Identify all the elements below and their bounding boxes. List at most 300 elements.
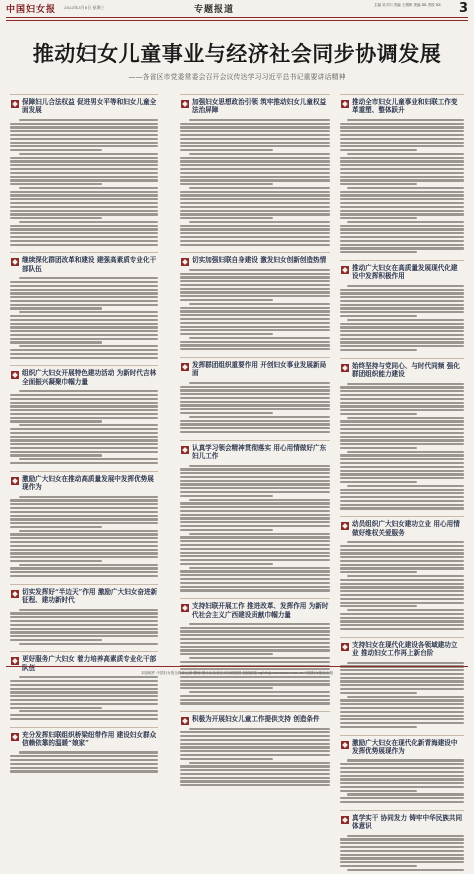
body-text-line: [10, 680, 158, 682]
body-text-line: [340, 549, 464, 551]
body-text-line: [189, 119, 330, 121]
body-text-line: [340, 402, 464, 404]
body-text-line: [10, 451, 158, 453]
body-text-line: [180, 160, 330, 162]
article-headline: [340, 810, 464, 834]
body-text-line: [340, 424, 464, 426]
body-text-line: [340, 454, 464, 456]
issue-date: 2023年3月8日 星期三: [64, 5, 105, 10]
body-text-line: [340, 715, 464, 717]
body-text-line: [180, 329, 330, 331]
body-text-line: [180, 773, 330, 775]
body-text-line: [340, 857, 464, 859]
body-text-line: [10, 172, 158, 174]
body-text-line: [340, 289, 464, 291]
article-body: [180, 268, 330, 354]
headline-marker-icon: [11, 590, 19, 598]
body-text-line: [340, 390, 464, 392]
body-text-line: [19, 390, 158, 392]
body-text-line: [180, 397, 330, 399]
body-text-line: [189, 465, 330, 467]
body-text-line: [180, 780, 330, 782]
body-text-line: [180, 525, 330, 527]
body-text-line: [347, 575, 464, 577]
body-text-line: [340, 176, 464, 178]
body-text-line: [10, 552, 158, 554]
body-text-line: [10, 292, 158, 294]
body-text-line: [340, 405, 464, 407]
body-text-line: [189, 416, 330, 418]
article-body: [180, 118, 330, 250]
body-text-line: [180, 743, 330, 745]
body-text-line: [180, 544, 330, 546]
body-text-line: [340, 865, 417, 867]
body-text-line: [180, 276, 330, 278]
body-text-line: [180, 506, 330, 508]
masthead: [6, 2, 468, 16]
body-text-line: [180, 393, 330, 395]
body-text-line: [340, 228, 464, 230]
body-text-line: [10, 413, 158, 415]
article-headline-text: 组织广大妇女开展特色建功活动 为新时代吉林全面振兴凝聚巾帼力量: [22, 369, 157, 386]
body-text-line: [340, 225, 464, 227]
body-text-line: [180, 228, 330, 230]
body-text-line: [180, 480, 330, 482]
article-headline-text: 充分发挥妇联组织桥梁纽带作用 建设妇女群众信赖依靠的温暖“娘家”: [22, 730, 157, 748]
body-text-line: [340, 624, 464, 626]
body-text-line: [19, 609, 158, 611]
body-text-line: [340, 338, 464, 340]
body-text-line: [340, 179, 464, 181]
article: [340, 735, 464, 807]
body-text-line: [180, 683, 330, 685]
body-text-line: [189, 533, 330, 535]
body-text-line: [180, 314, 330, 316]
body-text-line: [347, 793, 464, 795]
body-text-line: [340, 458, 464, 460]
body-text-line: [10, 417, 158, 419]
body-text-line: [340, 398, 464, 400]
body-text-line: [10, 639, 102, 641]
article-headline-text: 保障妇儿合法权益 促进男女平等和妇女儿童全面发展: [22, 98, 157, 115]
article-headline: [180, 711, 330, 726]
body-text-line: [180, 784, 330, 786]
body-text-line: [189, 303, 330, 305]
body-text-line: [340, 846, 464, 848]
body-text-line: [10, 145, 158, 147]
body-text-line: [19, 424, 158, 426]
body-text-line: [340, 613, 464, 615]
body-text-line: [180, 341, 330, 343]
body-text-line: [340, 718, 464, 720]
body-text-line: [340, 786, 464, 788]
body-text-line: [10, 699, 158, 701]
body-text-line: [10, 394, 158, 396]
body-text-line: [10, 691, 158, 693]
body-text-line: [340, 782, 464, 784]
article-headline: [10, 471, 158, 495]
body-text-line: [10, 714, 158, 716]
body-text-line: [347, 835, 464, 837]
article-headline: [340, 358, 464, 382]
body-text-line: [180, 746, 330, 748]
body-text-line: [340, 345, 464, 347]
article-body: [10, 389, 158, 468]
body-text-line: [10, 560, 102, 562]
body-text-line: [180, 431, 330, 433]
article-body: [340, 540, 464, 634]
headline-marker-icon: [11, 258, 19, 266]
article: [10, 471, 158, 581]
headline-marker-icon: [341, 364, 349, 372]
page-footer: 本版稿件 中国妇女报全媒体记者 整理 图片由各省区市妇联提供 投稿邮箱 zgfnb@cnwomen.com.cn 中国妇女报社出版: [140, 671, 334, 675]
body-text-line: [180, 476, 330, 478]
body-text-line: [10, 405, 158, 407]
body-text-line: [340, 307, 464, 309]
body-text-line: [180, 661, 330, 663]
article: [180, 94, 330, 249]
body-text-line: [10, 703, 158, 705]
body-text-line: [10, 138, 158, 140]
body-text-line: [10, 420, 102, 422]
body-text-line: [180, 206, 330, 208]
body-text-line: [10, 549, 158, 551]
headline-marker-icon: [11, 733, 19, 741]
body-text-line: [340, 684, 464, 686]
body-text-line: [340, 854, 464, 856]
body-text-line: [180, 702, 330, 704]
body-text-line: [10, 707, 102, 709]
body-text-line: [340, 775, 464, 777]
body-text-line: [340, 722, 464, 724]
body-text-line: [347, 541, 464, 543]
body-text-line: [340, 628, 464, 630]
body-text-line: [10, 628, 158, 630]
body-text-line: [180, 487, 330, 489]
body-text-line: [340, 492, 464, 494]
body-text-line: [180, 646, 330, 648]
body-text-line: [180, 244, 330, 246]
body-text-line: [340, 206, 464, 208]
body-text-line: [180, 288, 330, 290]
body-text-line: [10, 194, 158, 196]
article: [340, 810, 464, 874]
body-text-line: [10, 462, 158, 464]
body-text-line: [180, 284, 330, 286]
body-text-line: [10, 755, 158, 757]
body-text-line: [340, 564, 464, 566]
article-body: [340, 758, 464, 806]
body-text-line: [340, 571, 417, 573]
body-text-line: [340, 341, 464, 343]
body-text-line: [10, 447, 158, 449]
body-text-line: [340, 160, 464, 162]
article: [340, 260, 464, 355]
body-text-line: [180, 653, 273, 655]
body-text-line: [10, 767, 158, 769]
body-text-line: [340, 439, 464, 441]
article-headline-text: 激励广大妇女在推动高质量发展中发挥优势展现作为: [22, 474, 154, 492]
body-text-line: [10, 334, 158, 336]
body-text-line: [10, 244, 158, 246]
body-text-line: [180, 735, 330, 737]
body-text-line: [180, 310, 330, 312]
body-text-line: [180, 427, 330, 429]
body-text-line: [10, 499, 158, 501]
body-text-line: [340, 443, 464, 445]
body-text-line: [10, 149, 102, 151]
body-text-line: [340, 149, 417, 151]
body-text-line: [340, 790, 417, 792]
article-body: [340, 118, 464, 257]
body-text-line: [340, 771, 464, 773]
body-text-line: [180, 126, 330, 128]
body-text-line: [340, 217, 417, 219]
body-text-line: [180, 179, 330, 181]
body-text-line: [347, 696, 464, 698]
body-text-line: [10, 183, 102, 185]
body-text-line: [180, 408, 330, 410]
body-text-line: [10, 228, 158, 230]
body-text-line: [340, 145, 464, 147]
body-text-line: [180, 510, 330, 512]
body-text-line: [340, 296, 464, 298]
body-text-line: [19, 564, 158, 566]
body-text-line: [19, 153, 158, 155]
body-text-line: [180, 676, 330, 678]
body-text-line: [180, 213, 330, 215]
body-text-line: [19, 221, 158, 223]
body-text-line: [10, 202, 158, 204]
body-text-line: [340, 183, 417, 185]
body-text-line: [340, 191, 464, 193]
body-text-line: [340, 323, 464, 325]
article-headline-text: 切实加强妇联自身建设 激发妇女创新创造热情: [192, 256, 327, 265]
body-text-line: [180, 318, 330, 320]
body-text-line: [10, 443, 158, 445]
body-text-line: [180, 217, 273, 219]
body-text-line: [340, 142, 464, 144]
body-text-line: [340, 172, 464, 174]
body-text-line: [340, 594, 464, 596]
article-body: [340, 284, 464, 355]
body-text-line: [10, 620, 158, 622]
body-text-line: [180, 491, 330, 493]
body-text-line: [340, 473, 464, 475]
body-text-line: [180, 638, 330, 640]
body-text-line: [19, 710, 158, 712]
body-text-line: [10, 168, 158, 170]
article: [10, 651, 158, 723]
body-text-line: [340, 477, 464, 479]
body-text-line: [180, 514, 330, 516]
body-text-line: [180, 642, 330, 644]
body-text-line: [10, 507, 158, 509]
top-rule-thin: [6, 20, 468, 21]
body-text-line: [340, 489, 464, 491]
body-text-line: [340, 500, 464, 502]
body-text-line: [180, 649, 330, 651]
body-text-line: [340, 545, 464, 547]
body-text-line: [10, 631, 158, 633]
headline-marker-icon: [11, 657, 19, 665]
body-text-line: [340, 130, 464, 132]
body-text-line: [340, 707, 464, 709]
article-headline-text: 始终坚持与党同心、与时代同频 强化群团组织能力建设: [352, 361, 460, 379]
body-text-line: [340, 202, 464, 204]
body-text-line: [347, 187, 464, 189]
body-text-line: [10, 285, 158, 287]
body-text-line: [340, 677, 464, 679]
body-text-line: [10, 763, 158, 765]
body-text-line: [180, 280, 330, 282]
body-text-line: [10, 289, 158, 291]
body-text-line: [340, 620, 464, 622]
body-text-line: [10, 409, 158, 411]
body-text-line: [10, 503, 158, 505]
body-text-line: [340, 232, 464, 234]
newspaper-brand: 中国妇女报: [6, 5, 57, 15]
article: [10, 94, 158, 249]
body-text-line: [180, 348, 330, 350]
article-headline: [340, 516, 464, 540]
body-text-line: [340, 861, 464, 863]
body-text-line: [340, 213, 464, 215]
body-text-line: [10, 688, 158, 690]
body-text-line: [180, 758, 273, 760]
body-text-line: [180, 529, 273, 531]
article: [340, 516, 464, 634]
body-text-line: [347, 319, 464, 321]
headline-marker-icon: [341, 643, 349, 651]
body-text-line: [10, 232, 158, 234]
body-text-line: [180, 322, 330, 324]
body-text-line: [340, 507, 464, 509]
article-body: [340, 382, 464, 514]
body-text-line: [340, 432, 464, 434]
body-text-line: [19, 345, 158, 347]
body-text-line: [180, 389, 330, 391]
body-text-line: [180, 172, 330, 174]
body-text-line: [180, 739, 330, 741]
body-text-line: [180, 412, 273, 414]
body-text-line: [10, 338, 158, 340]
body-text-line: [10, 142, 158, 144]
body-text-line: [10, 537, 158, 539]
body-text-line: [347, 759, 464, 761]
body-text-line: [180, 168, 330, 170]
article-headline: [340, 735, 464, 759]
body-text-line: [10, 511, 158, 513]
body-text-line: [10, 402, 158, 404]
body-text-line: [10, 307, 102, 309]
body-text-line: [180, 765, 330, 767]
body-text-line: [189, 153, 330, 155]
body-text-line: [347, 119, 464, 121]
body-text-line: [340, 579, 464, 581]
body-text-line: [10, 296, 158, 298]
article-headline: [180, 598, 330, 622]
body-text-line: [180, 578, 330, 580]
body-text-line: [189, 567, 330, 569]
section-title: 专题报道: [194, 5, 235, 15]
body-text-line: [180, 202, 330, 204]
article-headline: [180, 94, 330, 118]
body-text-line: [10, 210, 158, 212]
body-text-line: [10, 191, 158, 193]
body-text-line: [347, 285, 464, 287]
article: [180, 711, 330, 790]
article-headline-text: 发挥群团组织重要作用 开创妇女事业发展新局面: [192, 360, 327, 378]
article-body: [10, 495, 158, 581]
article: [180, 357, 330, 437]
body-text-line: [10, 770, 158, 772]
body-text-line: [10, 326, 158, 328]
body-text-line: [19, 643, 158, 645]
headline-marker-icon: [11, 477, 19, 485]
body-text-line: [10, 526, 102, 528]
article-body: [10, 276, 158, 362]
body-text-line: [180, 468, 330, 470]
body-text-line: [340, 797, 464, 799]
body-text-line: [180, 517, 330, 519]
body-text-line: [180, 627, 330, 629]
body-text-line: [340, 292, 464, 294]
top-rule: [6, 17, 468, 18]
body-text-line: [189, 623, 330, 625]
body-text-line: [340, 688, 464, 690]
body-text-line: [180, 502, 330, 504]
body-text-line: [340, 470, 464, 472]
body-text-line: [10, 176, 158, 178]
body-text-line: [180, 291, 330, 293]
body-text-line: [180, 536, 330, 538]
body-text-line: [189, 187, 330, 189]
body-text-line: [340, 767, 464, 769]
body-text-line: [10, 217, 102, 219]
headline-marker-icon: [181, 100, 189, 108]
body-text-line: [340, 251, 417, 253]
body-text-line: [180, 563, 273, 565]
body-text-line: [340, 210, 464, 212]
article-headline: [10, 94, 158, 118]
article-body: [180, 622, 330, 708]
body-text-line: [340, 247, 464, 249]
page-number: 3: [458, 1, 468, 16]
body-text-line: [10, 454, 102, 456]
body-text-line: [189, 337, 330, 339]
article-headline: [10, 727, 158, 751]
article-body: [180, 464, 330, 596]
body-text-line: [347, 417, 464, 419]
body-text-line: [347, 153, 464, 155]
body-text-line: [10, 545, 158, 547]
body-text-line: [340, 703, 464, 705]
body-text-line: [340, 164, 464, 166]
body-text-line: [340, 330, 464, 332]
body-text-line: [340, 123, 464, 125]
body-text-line: [180, 307, 330, 309]
body-text-line: [340, 567, 464, 569]
body-text-line: [340, 413, 417, 415]
article-body: [10, 118, 158, 250]
body-text-line: [10, 164, 158, 166]
article-headline-text: 切实发挥好“半边天”作用 激励广大妇女奋进新征程、建功新时代: [22, 587, 158, 605]
article-headline: [180, 357, 330, 381]
body-text-line: [180, 183, 273, 185]
headline-marker-icon: [341, 100, 349, 108]
body-text-line: [180, 754, 330, 756]
